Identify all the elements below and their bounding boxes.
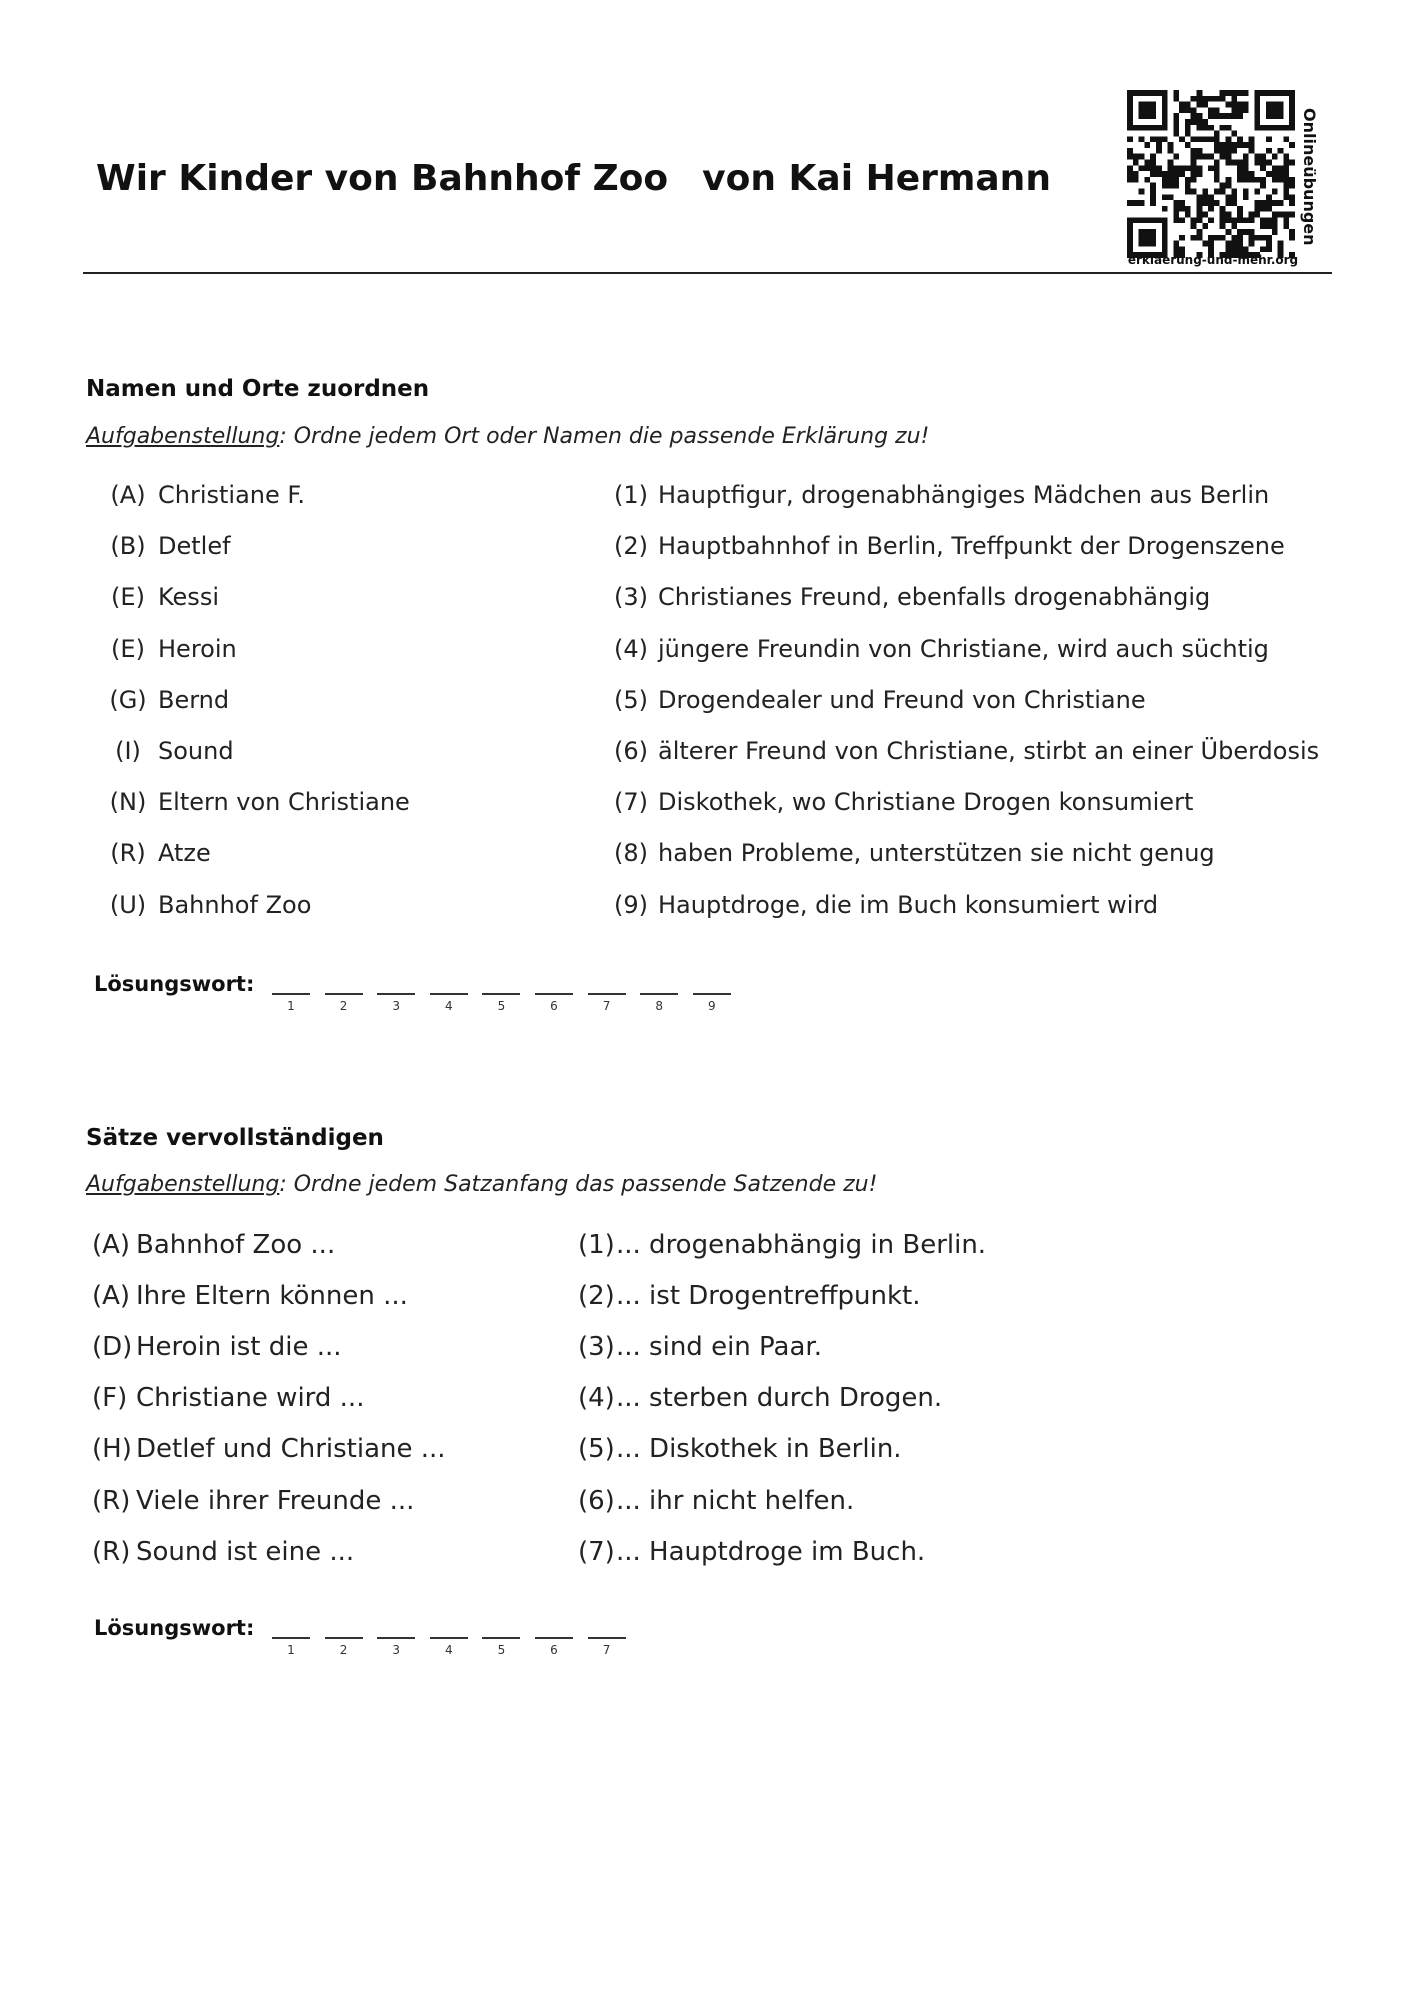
sentence-start-item: [92, 1230, 335, 1260]
item-text: Ihre Eltern können ...: [136, 1281, 408, 1312]
item-key: (G): [109, 685, 147, 714]
item-text: Hauptfigur, drogenabhängiges Mädchen aus Berlin: [658, 481, 1270, 509]
sentence-end-item: [578, 1383, 942, 1413]
section2-heading: Sätze vervollständigen: [86, 1125, 384, 1151]
item-key: (A): [92, 1281, 131, 1312]
definition-item: [614, 839, 1215, 867]
item-key: (7): [614, 788, 648, 817]
blank-line: [482, 993, 520, 995]
definition-item: [614, 532, 1285, 560]
definition-item: [614, 686, 1146, 714]
item-text: ... Diskothek in Berlin.: [616, 1434, 902, 1465]
definition-item: [614, 583, 1210, 611]
term-item: [98, 737, 234, 765]
definition-item: [614, 635, 1269, 663]
item-text: ... sterben durch Drogen.: [616, 1383, 943, 1414]
item-key: (7): [578, 1536, 615, 1567]
item-key: (1): [614, 481, 648, 509]
item-key: (8): [614, 839, 648, 868]
item-text: ... ihr nicht helfen.: [616, 1485, 855, 1516]
term-item: [98, 481, 305, 509]
header-divider: [83, 272, 1332, 274]
blank-line: [377, 1637, 415, 1639]
task-label: Aufgabenstellung: [86, 424, 280, 449]
item-text: Kessi: [158, 583, 219, 612]
section1-task: [86, 424, 929, 449]
sentence-end-item: [578, 1537, 925, 1567]
item-key: (6): [578, 1485, 615, 1516]
item-text: Heroin: [158, 634, 237, 663]
item-key: (9): [614, 890, 648, 919]
item-key: (E): [111, 583, 145, 612]
sentence-end-item: [578, 1230, 986, 1260]
item-text: älterer Freund von Christiane, stirbt an einer Überdosis: [658, 737, 1320, 765]
item-text: ... sind ein Paar.: [616, 1332, 822, 1363]
solution-blank[interactable]: [325, 1637, 363, 1673]
solution-blank[interactable]: [640, 993, 678, 1029]
sentence-start-item: [92, 1281, 408, 1311]
item-text: ... ist Drogentreffpunkt.: [616, 1281, 921, 1312]
item-key: (5): [614, 685, 648, 714]
term-item: [98, 686, 229, 714]
blank-line: [377, 993, 415, 995]
blank-number: 1: [287, 1643, 295, 1657]
item-key: (R): [92, 1536, 131, 1567]
blank-number: 7: [602, 1643, 611, 1657]
task-text: : Ordne jedem Satzanfang das passende Satzende zu!: [279, 1172, 878, 1197]
blank-number: 1: [287, 999, 295, 1013]
task-text: : Ordne jedem Ort oder Namen die passende Erklärung zu!: [279, 424, 930, 449]
item-text: Bahnhof Zoo ...: [136, 1230, 336, 1260]
term-item: [98, 635, 237, 663]
page-title: [96, 158, 1051, 199]
section2-task: [86, 1172, 877, 1197]
item-key: (5): [578, 1434, 615, 1465]
solution-blank[interactable]: [272, 993, 310, 1029]
section1-solution-label: Lösungswort:: [94, 972, 255, 996]
item-key: (A): [110, 481, 146, 509]
qr-caption: Onlineübungen: [1300, 108, 1319, 246]
solution-blank[interactable]: [325, 993, 363, 1029]
blank-line: [588, 993, 626, 995]
item-text: Detlef: [158, 532, 231, 561]
term-item: [98, 788, 410, 816]
blank-number: 5: [497, 1643, 506, 1657]
item-text: jüngere Freundin von Christiane, wird auch süchtig: [658, 634, 1269, 663]
item-text: Sound: [158, 737, 234, 765]
item-key: (R): [110, 839, 146, 868]
item-key: (4): [578, 1383, 615, 1414]
task-label: Aufgabenstellung: [86, 1172, 280, 1197]
blank-number: 5: [497, 999, 506, 1013]
item-key: (2): [578, 1281, 615, 1312]
blank-line: [535, 993, 573, 995]
item-key: (1): [578, 1230, 615, 1260]
term-item: [98, 532, 231, 560]
blank-number: 7: [602, 999, 611, 1013]
blank-line: [325, 1637, 363, 1639]
item-text: Hauptbahnhof in Berlin, Treffpunkt der Drogenszene: [658, 532, 1285, 561]
blank-number: 4: [444, 1643, 453, 1657]
sentence-end-item: [578, 1486, 854, 1516]
solution-blank[interactable]: [588, 993, 626, 1029]
item-text: Diskothek, wo Christiane Drogen konsumiert: [658, 788, 1194, 817]
blank-line: [693, 993, 731, 995]
item-key: (A): [92, 1230, 131, 1260]
solution-blank[interactable]: [482, 993, 520, 1029]
blank-line: [430, 993, 468, 995]
term-item: [98, 839, 211, 867]
solution-blank[interactable]: [535, 1637, 573, 1673]
blank-line: [640, 993, 678, 995]
definition-item: [614, 891, 1158, 919]
title-book: Wir Kinder von Bahnhof Zoo: [96, 158, 669, 199]
definition-item: [614, 737, 1319, 765]
blank-line: [325, 993, 363, 995]
solution-blank[interactable]: [272, 1637, 310, 1673]
solution-blank[interactable]: [693, 993, 731, 1029]
item-key: (3): [614, 583, 648, 612]
item-text: Christiane wird ...: [136, 1383, 365, 1414]
blank-line: [272, 1637, 310, 1639]
item-text: Christiane F.: [158, 481, 305, 509]
sentence-start-item: [92, 1434, 446, 1464]
item-text: Atze: [158, 839, 211, 868]
sentence-start-item: [92, 1332, 342, 1362]
solution-blank[interactable]: [377, 1637, 415, 1673]
item-key: (3): [578, 1332, 615, 1363]
item-text: Drogendealer und Freund von Christiane: [658, 685, 1146, 714]
blank-number: 8: [655, 999, 663, 1013]
item-key: (B): [110, 532, 146, 561]
title-author: von Kai Hermann: [702, 158, 1051, 199]
item-text: Bernd: [158, 685, 230, 714]
definition-item: [614, 788, 1193, 816]
item-key: (E): [111, 634, 145, 663]
item-text: Viele ihrer Freunde ...: [136, 1485, 415, 1516]
term-item: [98, 583, 219, 611]
sentence-end-item: [578, 1332, 822, 1362]
item-text: Sound ist eine ...: [136, 1536, 355, 1567]
item-text: ... drogenabhängig in Berlin.: [616, 1230, 987, 1260]
qr-code-icon: [1127, 90, 1295, 258]
blank-number: 3: [392, 1643, 400, 1657]
definition-item: [614, 481, 1269, 509]
item-key: (R): [92, 1485, 131, 1516]
item-key: (6): [614, 737, 648, 765]
item-text: Eltern von Christiane: [158, 788, 410, 817]
item-key: (4): [614, 634, 648, 663]
blank-number: 2: [339, 999, 348, 1013]
blank-line: [588, 1637, 626, 1639]
blank-number: 6: [550, 999, 558, 1013]
solution-blank[interactable]: [535, 993, 573, 1029]
sentence-start-item: [92, 1486, 414, 1516]
item-text: Hauptdroge, die im Buch konsumiert wird: [658, 890, 1159, 919]
term-item: [98, 891, 311, 919]
sentence-start-item: [92, 1537, 354, 1567]
item-key: (F): [92, 1383, 128, 1414]
item-key: (H): [92, 1434, 132, 1465]
solution-blank[interactable]: [588, 1637, 626, 1673]
item-text: Heroin ist die ...: [136, 1332, 342, 1363]
sentence-start-item: [92, 1383, 364, 1413]
blank-line: [535, 1637, 573, 1639]
item-text: Christianes Freund, ebenfalls drogenabhängig: [658, 583, 1211, 612]
item-text: Bahnhof Zoo: [158, 890, 312, 919]
solution-blank[interactable]: [430, 993, 468, 1029]
item-key: (N): [109, 788, 147, 817]
item-text: ... Hauptdroge im Buch.: [616, 1536, 926, 1567]
blank-number: 4: [444, 999, 453, 1013]
item-key: (D): [92, 1332, 133, 1363]
sentence-end-item: [578, 1434, 902, 1464]
item-text: Detlef und Christiane ...: [136, 1434, 446, 1465]
blank-line: [430, 1637, 468, 1639]
blank-number: 6: [550, 1643, 558, 1657]
item-text: haben Probleme, unterstützen sie nicht genug: [658, 839, 1215, 868]
item-key: (2): [614, 532, 648, 561]
solution-blank[interactable]: [430, 1637, 468, 1673]
solution-blank[interactable]: [482, 1637, 520, 1673]
section1-heading: Namen und Orte zuordnen: [86, 376, 430, 402]
sentence-end-item: [578, 1281, 921, 1311]
solution-blank[interactable]: [377, 993, 415, 1029]
blank-number: 2: [339, 1643, 348, 1657]
blank-number: 9: [707, 999, 716, 1013]
item-key: (U): [109, 890, 147, 919]
qr-url: erklaerung-und-mehr.org: [1127, 253, 1299, 267]
item-key: (I): [115, 737, 141, 765]
blank-line: [482, 1637, 520, 1639]
section2-solution-label: Lösungswort:: [94, 1616, 255, 1640]
blank-number: 3: [392, 999, 400, 1013]
blank-line: [272, 993, 310, 995]
